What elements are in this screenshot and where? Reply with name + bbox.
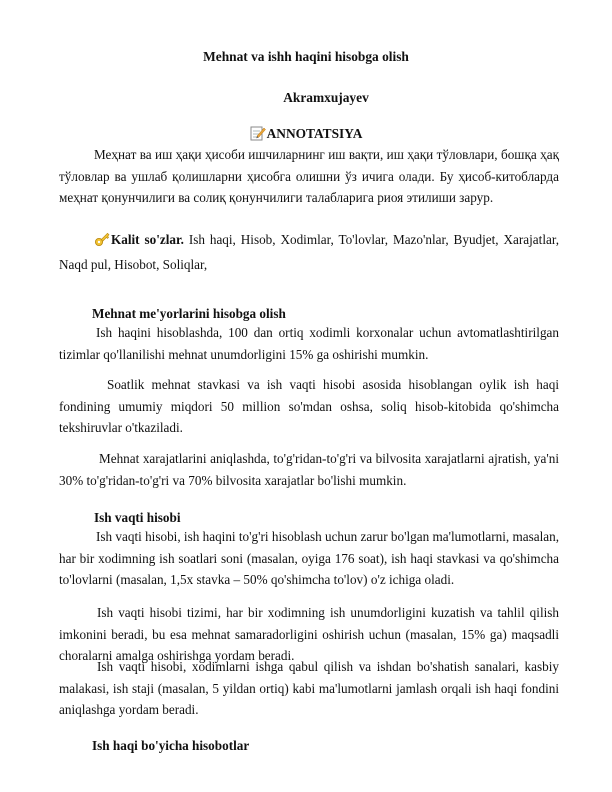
key-icon: [94, 231, 110, 254]
keywords-label: Kalit so'zlar.: [111, 232, 184, 247]
section2-paragraph-3: Ish vaqti hisobi, xodimlarni ishga qabul qilish va ishdan bo'shatish sanalari, kasbiy malakasi, ish staji (masalan, 5 yildan ortiq) kabi ma'lumotlarni jamlash orqali ish haqi fondini aniqlashga yordam beradi.: [59, 659, 559, 717]
section1-paragraph-2: Soatlik mehnat stavkasi va ish vaqti hisobi asosida hisoblangan oylik ish haqi fondining umumiy miqdori 50 million so'mdan oshsa, soliq hisob-kitobida qo'shimcha tekshiruvlar o'tkaziladi.: [59, 377, 559, 435]
memo-pencil-icon: [250, 125, 266, 146]
author-name: Akramxujayev: [283, 90, 369, 105]
annotation-heading: [0, 125, 612, 146]
section2-paragraph-1: Ish vaqti hisobi, ish haqini to'g'ri hisoblash uchun zarur bo'lgan ma'lumotlarni, masalan, har bir xodimning ish soatlari soni (masalan, oyiga 176 soat), ish haqi stavkasi va qo'shimcha to'lovlarni (masalan, 1,5x stavka – 50% qo'shimcha to'lov) o'z ichiga oladi.: [59, 529, 559, 587]
keywords-list: Ish haqi, Hisob, Xodimlar, To'lovlar, Mazo'nlar, Byudjet, Xarajatlar, Naqd pul, Hisobot, Soliqlar,: [59, 232, 559, 272]
annotation-heading-text: ANNOTATSIYA: [266, 126, 363, 141]
section-heading-payroll-reports: Ish haqi bo'yicha hisobotlar: [92, 738, 250, 753]
section1-paragraph-1: Ish haqini hisoblashda, 100 dan ortiq xodimli korxonalar uchun avtomatlashtirilgan tizimlar qo'llanilishi mehnat unumdorligini 15% ga oshirishi mumkin.: [59, 325, 559, 362]
section1-paragraph-3: Mehnat xarajatlarini aniqlashda, to'g'ridan-to'g'ri va bilvosita xarajatlarni ajratish, ya'ni 30% to'g'ridan-to'g'ri va 70% bilvosita xarajatlar bo'lishi mumkin.: [59, 451, 559, 488]
keywords-paragraph: [59, 229, 559, 275]
document-title: Mehnat va ishh haqini hisobga olish: [203, 49, 409, 64]
annotation-text: Меҳнат ва иш ҳақи ҳисоби ишчиларнинг иш вақти, иш ҳақи тўловлари, бошқа ҳақ тўловлар ва ушлаб қолишларни ҳисобга олишни ўз ичига олади. Бу ҳисоб-китобларда меҳнат қонунчилиги ва солиқ қонунчилиги талабларига риоя этилиши зарур.: [59, 147, 559, 205]
section-heading-work-time: Ish vaqti hisobi: [94, 510, 181, 525]
section-heading-labor-norms: Mehnat me'yorlarini hisobga olish: [92, 306, 286, 321]
section2-paragraph-2: Ish vaqti hisobi tizimi, har bir xodimning ish unumdorligini kuzatish va tahlil qilish imkonini beradi, bu esa mehnat samaradorligini oshirish uchun (masalan, 15% ga) maqsadli choralarni amalga oshirishga yordam beradi.: [59, 605, 559, 663]
